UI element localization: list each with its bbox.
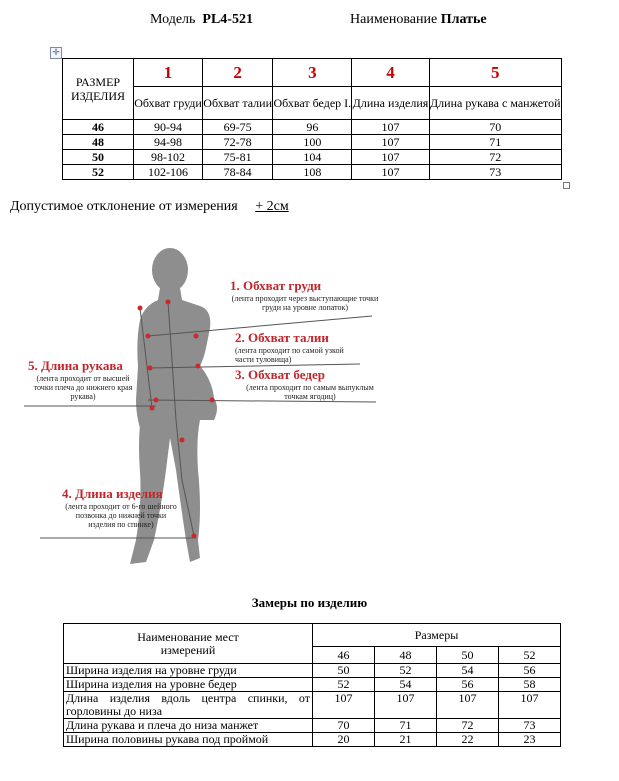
sleeve-title: 5. Длина рукава <box>28 358 123 373</box>
table-resize-handle-icon[interactable] <box>563 182 570 189</box>
cell: 72 <box>429 150 561 165</box>
hips-desc: (лента проходит по самым выпуклым точкам ягодиц) <box>246 383 374 401</box>
cell: 22 <box>437 733 499 747</box>
waist-desc: (лента проходит по самой узкой части туловища) <box>235 346 344 364</box>
table-row <box>63 120 562 135</box>
size-cell: 48 <box>375 647 437 664</box>
row-size: 48 <box>63 135 134 150</box>
sleeve-label <box>28 358 138 401</box>
table-row <box>64 678 561 692</box>
table-row <box>63 150 562 165</box>
cell: 107 <box>313 692 375 719</box>
cell: 75-81 <box>203 150 273 165</box>
name-line <box>350 12 487 28</box>
cell: 71 <box>429 135 561 150</box>
place-header: Наименование мест измерений <box>137 629 239 657</box>
table-move-handle-icon[interactable]: ✛ <box>50 47 62 59</box>
cell: 107 <box>437 692 499 719</box>
cell: 69-75 <box>203 120 273 135</box>
size-cell: 46 <box>313 647 375 664</box>
cell: 70 <box>429 120 561 135</box>
column-label: Обхват груди <box>134 87 203 120</box>
size-cell: 50 <box>437 647 499 664</box>
cell: 98-102 <box>134 150 203 165</box>
column-number: 4 <box>352 59 429 87</box>
cell: 90-94 <box>134 120 203 135</box>
length-desc: (лента проходит от 6-го шейного позвонка до нижней точки изделия по спинке) <box>65 502 177 529</box>
column-number: 2 <box>203 59 273 87</box>
cell: 102-106 <box>134 165 203 180</box>
cell: 107 <box>352 165 429 180</box>
chest-title: 1. Обхват груди <box>230 278 322 293</box>
table-row <box>64 719 561 733</box>
measure-table <box>63 623 561 747</box>
cell: 72 <box>437 719 499 733</box>
measure-label: Длина изделия вдоль центра спинки, от горловины до низа <box>64 692 313 719</box>
cell: 54 <box>437 664 499 678</box>
model-value: PL4-521 <box>202 12 253 27</box>
cell: 73 <box>499 719 561 733</box>
column-label: Обхват бедер I. <box>273 87 352 120</box>
cell: 52 <box>375 664 437 678</box>
name-label: Наименование <box>350 12 438 27</box>
size-cell: 52 <box>499 647 561 664</box>
sizes-header-cell: Размеры <box>313 624 561 647</box>
waist-label <box>235 330 360 364</box>
hips-title: 3. Обхват бедер <box>235 367 325 382</box>
size-header-cell: РАЗМЕР ИЗДЕЛИЯ <box>63 59 134 120</box>
place-header-cell <box>64 624 313 664</box>
model-label: Модель <box>150 12 196 27</box>
document-header <box>0 12 619 32</box>
column-number: 1 <box>134 59 203 87</box>
name-value: Платье <box>440 12 487 27</box>
measure-table-title: Замеры по изделию <box>251 595 368 610</box>
cell: 56 <box>499 664 561 678</box>
cell: 56 <box>437 678 499 692</box>
cell: 100 <box>273 135 352 150</box>
table-row <box>63 135 562 150</box>
cell: 23 <box>499 733 561 747</box>
table-row <box>64 733 561 747</box>
measure-label: Ширина изделия на уровне бедер <box>64 678 313 692</box>
tolerance-value: + 2см <box>255 199 289 214</box>
cell: 107 <box>499 692 561 719</box>
cell: 107 <box>352 150 429 165</box>
row-size: 50 <box>63 150 134 165</box>
tolerance-line <box>10 199 289 215</box>
column-number: 3 <box>273 59 352 87</box>
cell: 107 <box>352 135 429 150</box>
cell: 94-98 <box>134 135 203 150</box>
measure-label: Ширина половины рукава под проймой <box>64 733 313 747</box>
hips-label <box>235 367 385 401</box>
table-row <box>63 165 562 180</box>
cell: 96 <box>273 120 352 135</box>
cell: 107 <box>375 692 437 719</box>
cell: 50 <box>313 664 375 678</box>
cell: 20 <box>313 733 375 747</box>
length-label <box>62 486 180 529</box>
length-title: 4. Длина изделия <box>62 486 163 501</box>
measure-label: Длина рукава и плеча до низа манжет <box>64 719 313 733</box>
column-label: Длина рукава с манжетой <box>429 87 561 120</box>
column-label: Обхват талии <box>203 87 273 120</box>
cell: 73 <box>429 165 561 180</box>
cell: 70 <box>313 719 375 733</box>
cell: 58 <box>499 678 561 692</box>
model-line <box>150 12 253 28</box>
chest-label <box>230 278 380 312</box>
tolerance-text: Допустимое отклонение от измерения <box>10 199 238 214</box>
column-label: Длина изделия <box>352 87 429 120</box>
row-size: 52 <box>63 165 134 180</box>
cell: 107 <box>352 120 429 135</box>
table-row <box>64 664 561 678</box>
cell: 21 <box>375 733 437 747</box>
row-size: 46 <box>63 120 134 135</box>
table-row <box>64 692 561 719</box>
cell: 52 <box>313 678 375 692</box>
cell: 72-78 <box>203 135 273 150</box>
waist-title: 2. Обхват талии <box>235 330 329 345</box>
sleeve-desc: (лента проходит от высшей точки плеча до нижнего края рукава) <box>33 374 133 401</box>
measure-label: Ширина изделия на уровне груди <box>64 664 313 678</box>
chest-desc: (лента проходит через выступающие точки груди на уровне лопаток) <box>231 294 379 312</box>
size-table <box>62 58 562 180</box>
cell: 108 <box>273 165 352 180</box>
cell: 54 <box>375 678 437 692</box>
cell: 78-84 <box>203 165 273 180</box>
column-number: 5 <box>429 59 561 87</box>
cell: 104 <box>273 150 352 165</box>
cell: 71 <box>375 719 437 733</box>
